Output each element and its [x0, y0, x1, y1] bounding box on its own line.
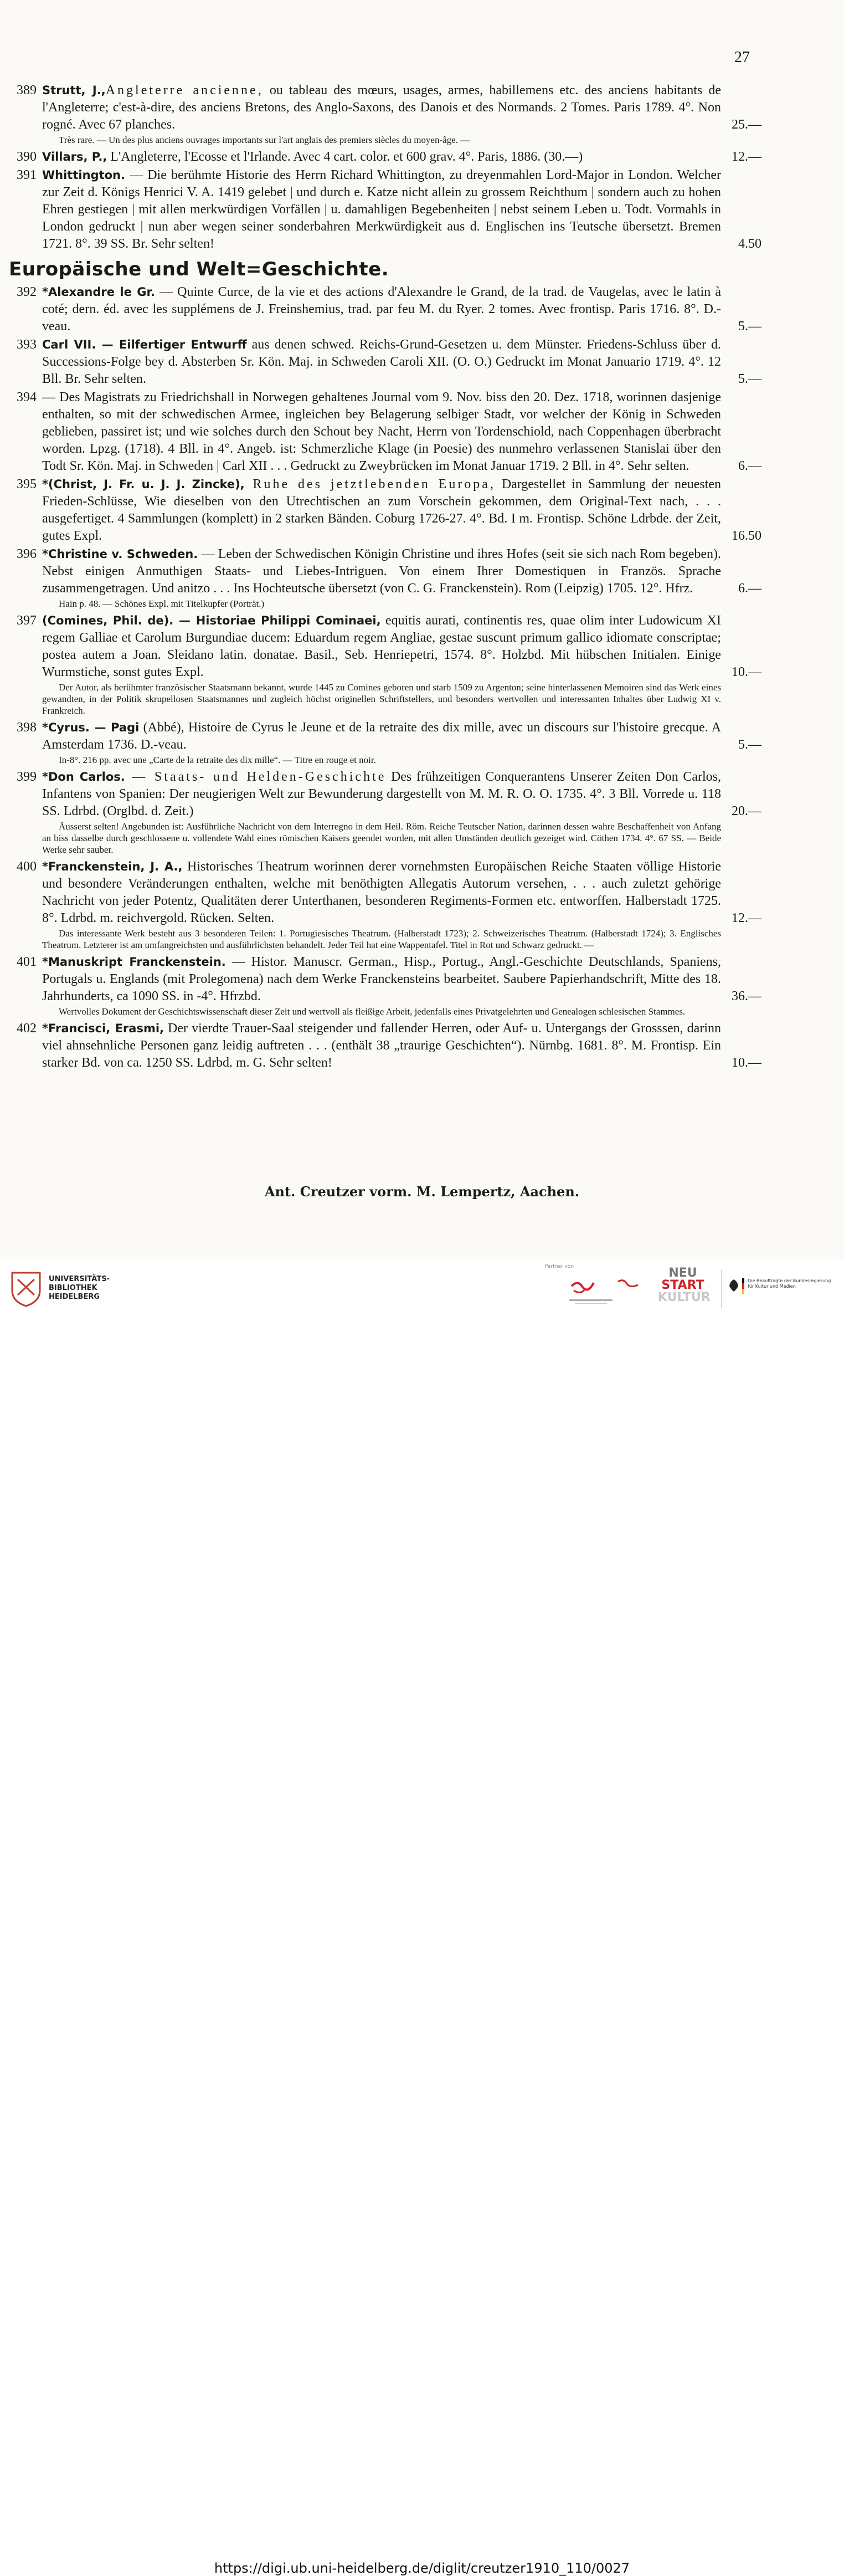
catalog-listing: [9, 82, 761, 1073]
university-seal-icon[interactable]: [9, 1268, 43, 1307]
entry-author: *Christine v. Schweden.: [42, 547, 198, 561]
entry-price: 6.—: [738, 459, 761, 473]
entry-note: [42, 134, 721, 147]
entry-price: 12.—: [732, 150, 761, 164]
entry-note: [42, 1005, 721, 1019]
entry-description: [42, 612, 721, 681]
entry-author: *Francisci, Erasmi,: [42, 1022, 164, 1035]
entry-body: [42, 1020, 721, 1072]
entry-author: Villars, P.,: [42, 150, 107, 163]
entry-number: 392: [17, 285, 37, 299]
entry-title-spaced: Angleterre ancienne,: [105, 83, 264, 98]
entry-note-text: Das interessante Werk besteht aus 3 besonderen Teilen: 1. Portugiesisches Theatrum. (Halberstadt 1723); 2. Schweizerisches Theatrum. (Halberstadt 1724); 3. Englisches Theatrum. Letzterer ist am umfangreichsten und ausführlichsten behandelt. Jeder Teil hat eine Wappentafel. Titel in Rot und Schwarz gedruckt. —: [42, 928, 721, 950]
entry-note-text: Der Autor, als berühmter französischer Staatsmann bekannt, wurde 1445 zu Comines geboren und starb 1509 zu Argenton; seine hinterlassenen Memoiren sind das Werk eines gewandten, in der Politik skrupellosen Staatsmannes und zugleich höchst originellen Schriftstellers, und besonders wertvollen und interessanten Inhaltes über Ludwig XI v. Frankreich.: [42, 682, 721, 716]
catalog-entry: [17, 476, 761, 545]
entry-text: — Des Magistrats zu Friedrichshall in Norwegen gehaltenes Journal vom 9. Nov. biss den 20. Dez. 1718, worinnen dasjenige enthalten, so mit der schwedischen Armee, ingleichen bey Belagerung selbiger Stadt, vor welcher der König in Schweden geblieben, passiret ist; und wie solches durch den Schout bey Nacht, Herrn von Tordenschiold, nach Coppenhagen überbracht worden. Lpzg. (1718). 4 Bll. in 4°. Angeb. ist: Schmerzliche Klage (in Poesie) des nunmehro verlassenen Stanislai über den Todt Sr. Kön. Maj. in Schweden | Carl XII . . . Gedruckt zu Zweybrücken im Monat Januar 1719. 2 Bll. in 4°. Sehr selten.: [42, 390, 721, 473]
entry-body: [42, 476, 721, 545]
entry-text: Des frühzeitigen Conquerantens Unserer Zeiten Don Carlos, Infantens von Spanien: Der neugierigen Welt zur Bewunderung dargestellt von M. M. R. O. O. 1735. 4°. 3 Bll. Vorrede u. 118 SS. Ldrbd. (Orglbd. d. Zeit.): [42, 770, 721, 818]
entry-note-text: Hain p. 48. — Schönes Expl. mit Titelkupfer (Porträt.): [59, 598, 265, 609]
entry-price: 20.—: [732, 804, 761, 818]
entry-text: equitis aurati, continentis res, quae olim inter Ludowicum XI regem Galliae et Carolum Burgundiae ducem: Eduardum regem Angliae, gestae suscunt primum gallico idiomate conscriptae; postea autem a Joan. Sleidano latin. donatae. Basil., Seb. Henriepetri, 1574. 8°. Holzbd. Mit hübschen Initialen. Einige Wurmstiche, sonst gutes Expl.: [42, 613, 721, 679]
entries-group-england: [17, 82, 761, 253]
flag-stripe-icon: [742, 1278, 744, 1294]
entry-note: [42, 597, 721, 611]
entry-author: *(Christ, J. Fr. u. J. J. Zincke),: [42, 478, 245, 491]
university-library-name[interactable]: [49, 1275, 110, 1302]
entry-note-text: In-8°. 216 pp. avec une „Carte de la retraite des dix mille“. — Titre en rouge et noir.: [59, 755, 376, 765]
entry-body: [42, 336, 721, 388]
catalog-entry: [17, 769, 761, 857]
entry-title-spaced: Ruhe des jetztlebenden Europa,: [244, 477, 496, 491]
catalog-entry: [17, 954, 761, 1019]
section-heading: Europäische und Welt=Geschichte.: [9, 258, 389, 280]
entry-text: — Histor. Manuscr. German., Hisp., Portug., Angl.-Geschichte Deutschlands, Spaniens, Portugals u. Englands (mit Prolegomena) nach dem Werke Franckensteins bearbeitet. Saubere Papierhandschrift, Mitte des 18. Jahrhunderts, ca 1090 SS. in -4°. Hfrzbd.: [42, 955, 721, 1003]
entry-description: [42, 389, 721, 475]
entry-number: 390: [17, 150, 37, 164]
entry-author: *Franckenstein, J. A.,: [42, 860, 183, 873]
entry-number: 396: [17, 547, 37, 561]
catalog-entry: [17, 1020, 761, 1072]
entry-description: [42, 546, 721, 597]
bird-logo-icon[interactable]: [616, 1276, 640, 1295]
entry-price: 5.—: [738, 372, 761, 386]
university-line-3: HEIDELBERG: [49, 1293, 100, 1301]
entry-author: Strutt, J.,: [42, 84, 106, 97]
entry-note: [42, 820, 721, 857]
catalog-entry: [17, 167, 761, 253]
entry-price: 10.—: [732, 1056, 761, 1070]
neustart-line-1: NEU: [668, 1266, 697, 1280]
entry-description: [42, 476, 721, 545]
entry-note-text: Wertvolles Dokument der Geschichtswissenschaft dieser Zeit und wertvoll als fleißige Arbeit, jedenfalls eines Privatgelehrten und Genealogen schlesischen Stammes.: [59, 1006, 686, 1017]
publisher-imprint: Ant. Creutzer vorm. M. Lempertz, Aachen.: [264, 1184, 580, 1200]
entry-number: 402: [17, 1021, 37, 1036]
entry-price: 36.—: [732, 989, 761, 1003]
entry-body: [42, 546, 721, 611]
entry-body: [42, 389, 721, 475]
entry-number: 397: [17, 613, 37, 628]
entry-description: [42, 82, 721, 134]
entry-author: *Alexandre le Gr.: [42, 285, 155, 299]
entry-text: — Quinte Curce, de la vie et des actions d'Alexandre le Grand, de la trad. de Vaugelas, avec le latin à coté; dern. éd. avec les supplémens de J. Freinshemius, trad. par feu M. du Ryer. 2 tomes. Avec frontisp. Paris 1716. 8°. D.-veau.: [42, 285, 721, 334]
entry-title-spaced: — Staats- und Helden-Geschichte: [125, 770, 387, 784]
entry-number: 394: [17, 390, 37, 404]
entry-note: [42, 681, 721, 718]
entry-price: 5.—: [738, 738, 761, 752]
entry-text: — Leben der Schwedischen Königin Christine und ihres Hofes (seit sie sich nach Rom begeben). Nebst einigen Anmuthigen Staats- und Liebes-Intriguen. Von einem Ihrer Domestiquen in Französ. Sprache zusammengetragen. Und anitzo . . . Ins Hochteutsche übersetzt (von C. G. Franckenstein). Rom (Leipzig) 1705. 12°. Hfrz.: [42, 547, 722, 596]
entry-description: [42, 719, 721, 754]
entry-number: 389: [17, 83, 37, 98]
neustart-line-3: KULTUR: [658, 1290, 711, 1304]
entry-body: [42, 719, 721, 767]
entry-body: [42, 612, 721, 718]
entry-price: 10.—: [732, 665, 761, 679]
entry-description: [42, 148, 721, 166]
entry-text: aus denen schwed. Reichs-Grund-Gesetzen u. dem Münster. Friedens-Schluss über d. Successions-Folge bey d. Absterben Sr. Kön. Maj. in Schweden Caroli XII. (O. O.) Gedruckt im Monat Januario 1719. 4°. 12 Bll. Br. Sehr selten.: [42, 337, 721, 386]
catalog-entry: [17, 719, 761, 767]
entry-price: 6.—: [738, 581, 761, 596]
partner-label: Partner von: [545, 1264, 574, 1269]
entry-number: 395: [17, 477, 37, 491]
entry-price: 4.50: [738, 237, 761, 251]
entry-description: [42, 284, 721, 335]
entries-group-history: [17, 284, 761, 1072]
entry-author: *Don Carlos.: [42, 770, 125, 783]
federal-eagle-icon: [728, 1278, 740, 1293]
entry-author: (Comines, Phil. de). — Historiae Philippi Cominaei,: [42, 614, 381, 627]
federal-commissioner-label[interactable]: Die Beauftragte der Bundesregierung für Kultur und Medien: [748, 1278, 831, 1289]
viewer-footer-bar: [0, 1258, 844, 2576]
catalog-entry: [17, 148, 761, 166]
entry-description: [42, 954, 721, 1005]
entry-text: — Die berühmte Historie des Herrn Richard Whittington, zu dreyenmahlen Lord-Major in London. Welcher zur Zeit d. Königs Henrici V. A. 1419 gelebet | und durch e. Katze nicht allein zu grossem Reichthum | sondern auch zu hohen Ehren gestiegen | mit allen merkwürdigen Vorfällen | u. damahligen Begebenheiten | nebst seinem Leben u. Todt. Vormahls in London gedruckt | nun aber wegen seiner sonderbahren Merkwürdigkeit aus d. Englischen ins Teutsche übersetzt. Bremen 1721. 8°. 39 SS. Br. Sehr selten!: [42, 168, 721, 251]
entry-description: [42, 1020, 721, 1072]
entry-price: 12.—: [732, 911, 761, 925]
entry-number: 393: [17, 337, 37, 352]
entry-description: [42, 167, 721, 253]
catalog-entry: [17, 546, 761, 611]
entry-description: [42, 769, 721, 820]
entry-note: [42, 927, 721, 952]
page-number: 27: [734, 49, 750, 66]
entry-number: 391: [17, 168, 37, 182]
entry-text: ou tableau des mœurs, usages, armes, habillemens etc. des anciens habitants de l'Angleterre; c'est-à-dire, des anciens Bretons, des Anglo-Saxons, des Danois et des Normands. 2 Tomes. Paris 1789. 4°. Non rogné. Avec 67 planches.: [42, 83, 722, 132]
catalog-page: [0, 0, 844, 1258]
catalog-entry: [17, 336, 761, 388]
entry-author: Carl VII. — Eilfertiger Entwurff: [42, 338, 247, 351]
entry-body: [42, 858, 721, 952]
university-line-1: UNIVERSITÄTS-: [49, 1275, 110, 1283]
entry-note-text: Très rare. — Un des plus anciens ouvrages importants sur l'art anglais des premiers siècles du moyen-âge. —: [59, 135, 470, 145]
entry-note: [42, 754, 721, 767]
entry-price: 16.50: [732, 529, 761, 543]
entry-description: [42, 336, 721, 388]
entry-description: [42, 858, 721, 927]
entry-number: 399: [17, 770, 37, 784]
entry-number: 398: [17, 720, 37, 735]
catalog-entry: [17, 858, 761, 952]
deutsche-digitale-bibliothek-logo-icon[interactable]: [566, 1275, 616, 1308]
entry-body: [42, 82, 721, 147]
catalog-entry: [17, 82, 761, 147]
neustart-kultur-logo[interactable]: [658, 1266, 711, 1315]
entry-price: 5.—: [738, 319, 761, 334]
entry-author: *Cyrus. — Pagi: [42, 721, 140, 734]
entry-text: (Abbé), Histoire de Cyrus le Jeune et de la retraite des dix mille, avec un discours sur l'histoire grecque. A Amsterdam 1736. D.-veau.: [42, 720, 722, 752]
entry-body: [42, 148, 721, 166]
entry-number: 401: [17, 955, 37, 969]
entry-number: 400: [17, 859, 37, 874]
catalog-entry: [17, 612, 761, 718]
entry-body: [42, 769, 721, 857]
entry-body: [42, 167, 721, 253]
entry-text: Dargestellet in Sammlung der neuesten Frieden-Schlüsse, Wie dieselben von den Utrechtischen an zum Vorschein gekommen, dem Original-Text nach, . . . ausgefertiget. 4 Sammlungen (komplett) in 2 starken Bänden. Coburg 1726-27. 4°. Bd. I m. Frontisp. Schöne Ldrbde. der Zeit, gutes Expl.: [42, 477, 722, 543]
permalink-url[interactable]: https://digi.ub.uni-heidelberg.de/diglit/creutzer1910_110/0027: [214, 2560, 630, 2576]
catalog-entry: [17, 284, 761, 335]
entry-body: [42, 284, 721, 335]
entry-body: [42, 954, 721, 1019]
neustart-line-2: START: [661, 1278, 704, 1292]
catalog-entry: [17, 389, 761, 475]
entry-text: L'Angleterre, l'Ecosse et l'Irlande. Avec 4 cart. color. et 600 grav. 4°. Paris, 1886. (30.—): [107, 150, 583, 164]
university-line-2: BIBLIOTHEK: [49, 1284, 97, 1292]
entry-text: Der vierdte Trauer-Saal steigender und fallender Herren, oder Auf- u. Untergangs der Grosssen, darinn viel ahnsehnliche Personen ganz leidig auftreten . . . (enthält 38 „traurige Geschichten“). Nürnbg. 1681. 8°. M. Frontisp. Ein starker Bd. von ca. 1250 SS. Ldrbd. m. G. Sehr selten!: [42, 1021, 721, 1070]
entry-price: 25.—: [732, 117, 761, 132]
entry-note-text: Äusserst selten! Angebunden ist: Ausführliche Nachricht von dem Interregno in dem Heil. Röm. Reiche Teutscher Nation, darinnen dessen wahre Beschaffenheit von Anfang an biss dasselbe durch geschlossene u. vollendete Wahl eines römischen Kaisers geendet worden, mit allen Umständen deutlich gezeiget wird. Cöthen 1734. 4°. 67 SS. — Beide Werke sehr sauber.: [42, 821, 721, 855]
entry-author: Whittington.: [42, 168, 125, 182]
entry-author: *Manuskript Franckenstein.: [42, 955, 226, 969]
logo-divider: [721, 1269, 722, 1308]
entry-text: Historisches Theatrum worinnen derer vornehmsten Europäischen Reiche Staaten völlige Historie und besondere Veränderungen enthalten, welche mit benöthigten Allegatis Autorum versehen, . . . auch zuletzt gehörige Nachricht von jeder Potentz, Qualitäten derer Unterthanen, besonderen Regiments-Formen etc. entworffen. Halberstadt 1725. 8°. Ldrbd. m. reichvergold. Rücken. Selten.: [42, 859, 721, 925]
